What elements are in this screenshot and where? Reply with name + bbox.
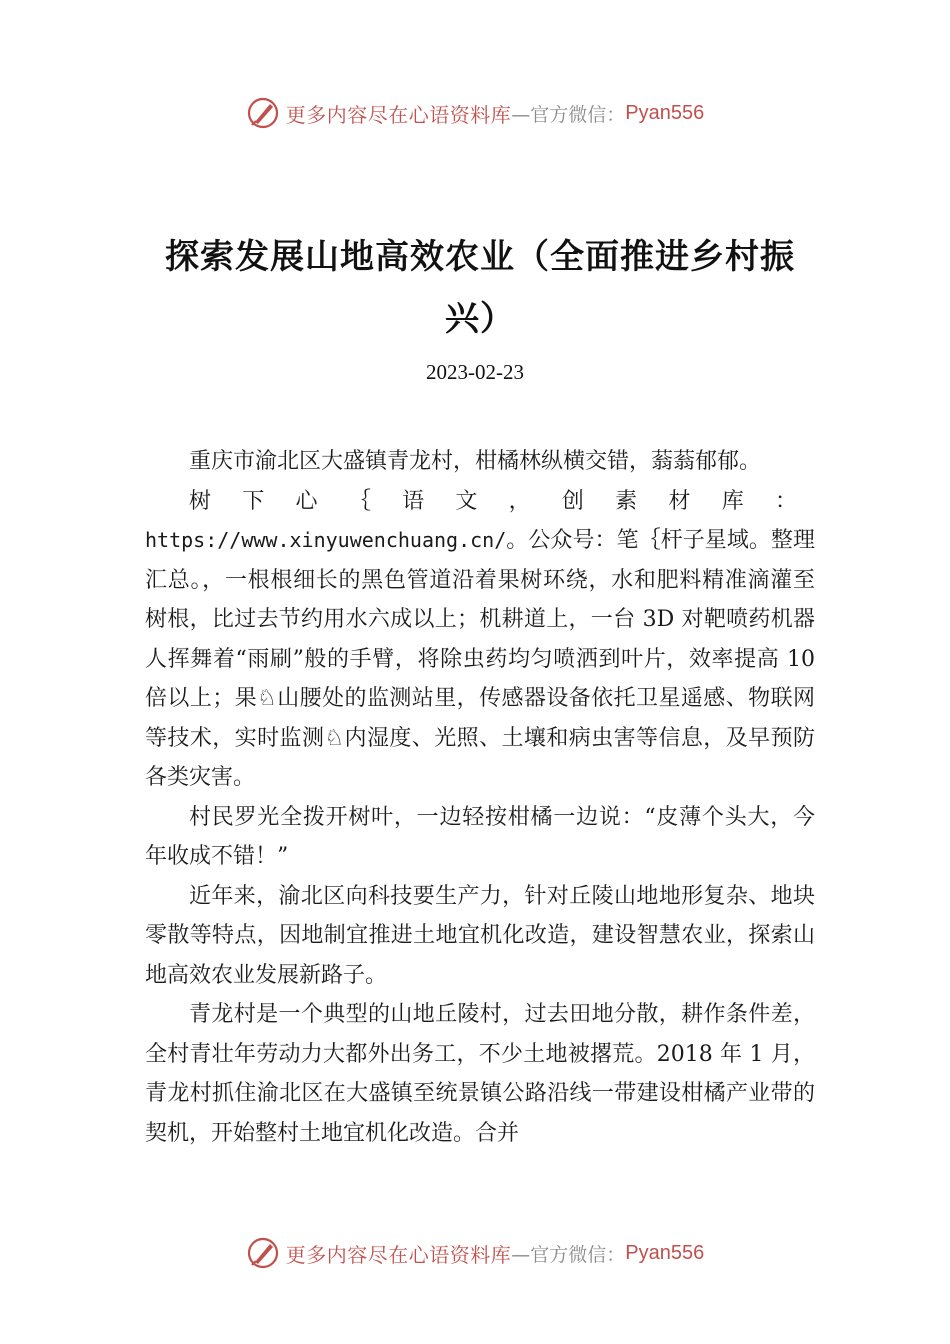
- banner-text: 更多内容尽在心语资料库: [285, 1242, 512, 1267]
- source-url: https://www.xinyuwenchuang.cn/: [145, 528, 507, 552]
- banner-account: Pyan556: [625, 101, 705, 124]
- article-title: 探索发展山地高效农业（全面推进乡村振兴）: [165, 237, 795, 339]
- paragraph-2-lead: 树下心｛语文，创素材库：: [189, 488, 815, 514]
- banner-separator: —官方微信：: [511, 103, 626, 126]
- quill-logo-icon: [246, 1236, 280, 1270]
- article-date: 2023-02-23: [426, 360, 524, 384]
- banner-account: Pyan556: [625, 1241, 705, 1264]
- quill-logo-icon: [246, 96, 280, 130]
- banner-separator: —官方微信：: [511, 1243, 626, 1266]
- article-body: [145, 442, 815, 1153]
- paragraph-5: [145, 995, 815, 1153]
- paragraph-5-first: 青龙村是一个典型的山地丘陵村，过去田地分散，耕作条件差，全村青壮年劳动力大都外出务工，不少土地被撂荒。: [145, 1002, 815, 1067]
- paragraph-5-second: 2018 年 1 月，青龙村抓住渝北区在大盛镇至统景镇公路沿线一带建设柑橘产业带的契机，开始整村土地宜机化改造。合并: [145, 1041, 815, 1146]
- paragraph-2-body: 。公众号：笔｛杆子星域。整理汇总。，一根根细长的黑色管道沿着果树环绕，水和肥料精准滴灌至树根，比过去节约用水六成以上；机耕道上，一台 3D 对靶喷药机器人挥舞着“雨刷”般的手臂，将除虫药均匀喷洒到叶片，效率提高 10 倍以上；果♘山腰处的监测站里，传感器设备依托卫星遥感、物联网等技术，实时监测♘内湿度、光照、土壤和病虫害等信息，及早预防各类灾害。: [145, 528, 815, 790]
- paragraph-2: [145, 482, 815, 798]
- header-banner: [0, 96, 950, 130]
- paragraph-4: 近年来，渝北区向科技要生产力，针对丘陵山地地形复杂、地块零散等特点，因地制宜推进土地宜机化改造，建设智慧农业，探索山地高效农业发展新路子。: [145, 883, 815, 988]
- banner-text: 更多内容尽在心语资料库: [285, 102, 512, 127]
- paragraph-1: 重庆市渝北区大盛镇青龙村，柑橘林纵横交错，蓊蓊郁郁。: [189, 449, 762, 474]
- footer-banner: [0, 1236, 950, 1270]
- paragraph-3: 村民罗光全拨开树叶，一边轻按柑橘一边说：“皮薄个头大，今年收成不错！”: [145, 804, 815, 869]
